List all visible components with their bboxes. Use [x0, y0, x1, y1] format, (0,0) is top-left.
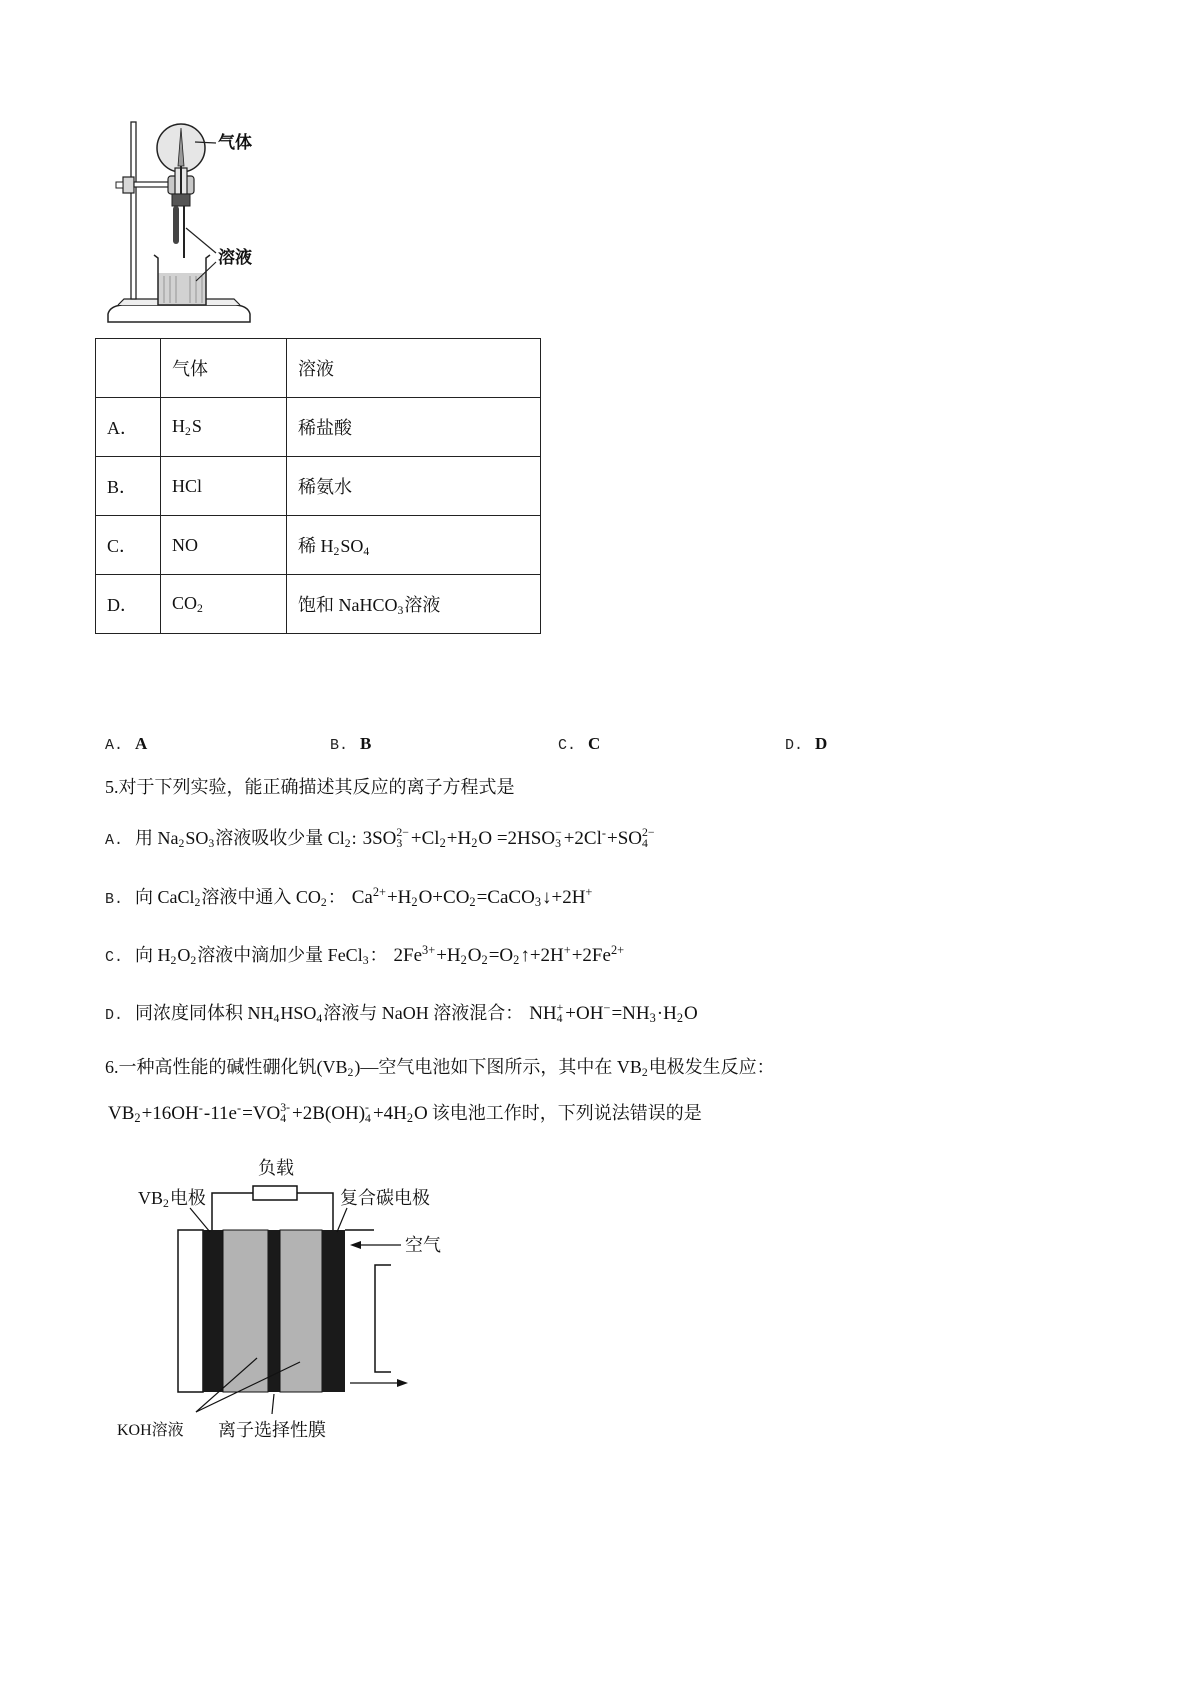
text-run: =O	[488, 945, 514, 966]
q5-stem: 5.对于下列实验，能正确描述其反应的离子方程式是	[105, 777, 515, 797]
subscript: 3	[208, 837, 215, 851]
external-wire-left	[212, 1193, 253, 1230]
text-run: 溶液吸收少量 Cl	[215, 828, 345, 848]
option-label: D.	[105, 1007, 124, 1024]
text-run: O	[467, 945, 482, 966]
stand-rod	[131, 122, 136, 299]
solution-text	[298, 477, 352, 497]
text-run: :	[351, 828, 357, 848]
text-run: 2Fe	[393, 945, 423, 966]
subscript: 3	[362, 954, 369, 968]
subscript: 4	[642, 837, 648, 851]
subscript: 2	[163, 1197, 169, 1211]
text-run: O	[177, 945, 191, 965]
gas-formula	[172, 476, 202, 496]
choice-value: D	[815, 734, 828, 753]
text-run: +H	[436, 945, 461, 966]
table-header-gas: 气体	[161, 339, 287, 398]
solution-cell	[287, 457, 541, 516]
superscript: 3-	[280, 1101, 291, 1115]
row-label: A．	[96, 398, 161, 457]
superscript: 2−	[396, 826, 409, 840]
row-label: D．	[96, 575, 161, 634]
subscript: 4	[365, 1112, 371, 1126]
option-equation	[394, 945, 626, 966]
q5-option-c	[105, 943, 625, 970]
sub-sup-stack	[555, 827, 562, 849]
option-text	[135, 945, 388, 968]
text-run: ·H	[656, 1003, 677, 1024]
text-run: VB	[138, 1188, 164, 1208]
text-run: SO	[185, 828, 209, 848]
membrane-leader-line	[272, 1394, 274, 1414]
answer-choice-b	[330, 731, 371, 758]
choice-label: A.	[105, 737, 124, 754]
superscript: −	[555, 826, 562, 840]
text-run: +2Fe	[571, 945, 611, 966]
battery-side-plate	[178, 1230, 203, 1392]
option-equation	[529, 1003, 698, 1024]
ion-selective-membrane	[268, 1230, 280, 1392]
text-run: 溶液与 NaOH 溶液混合：	[323, 1003, 524, 1023]
subscript: 2	[344, 837, 351, 851]
subscript: 3	[555, 837, 561, 851]
clamp-arm	[134, 182, 170, 187]
text-run: 溶液中滴加少量 FeCl	[197, 945, 363, 965]
choice-value: B	[360, 734, 372, 753]
subscript: 2	[190, 954, 197, 968]
q5-option-d	[105, 1001, 698, 1028]
text-run: O	[414, 1103, 428, 1124]
subscript: 3	[396, 837, 403, 851]
air-channel-bracket	[375, 1265, 391, 1372]
subscript: 3	[534, 895, 541, 910]
superscript: +	[563, 943, 571, 958]
q6-question-text: 该电池工作时，下列说法错误的是	[431, 1103, 702, 1123]
subscript: 2	[333, 545, 340, 559]
apparatus-label-gas: 气体	[218, 133, 252, 152]
sub-sup-stack	[365, 1102, 371, 1124]
superscript: -	[236, 1101, 242, 1116]
text-run: ：	[327, 887, 346, 907]
text-run: O	[684, 1003, 698, 1024]
subscript: 4	[316, 1012, 323, 1026]
text-run: HCl	[172, 475, 203, 496]
solution-text	[298, 418, 352, 438]
battery-label-air: 空气	[405, 1235, 441, 1255]
subscript: 2	[481, 953, 488, 968]
option-label: C.	[105, 949, 124, 966]
text-run: +Cl	[410, 828, 440, 849]
subscript: 2	[134, 1111, 141, 1126]
row-label: C．	[96, 516, 161, 575]
choice-label: D.	[785, 737, 804, 754]
text-run: H	[172, 416, 185, 437]
text-run: -11e	[203, 1103, 237, 1124]
text-run: +H	[446, 828, 472, 849]
table-header-cell-empty	[96, 339, 161, 398]
text-run: 饱和 NaHCO	[298, 595, 398, 615]
option-label: B.	[105, 891, 124, 908]
choice-value: A	[135, 734, 148, 753]
text-run: 溶液	[404, 595, 441, 615]
text-run: 电极发生反应：	[648, 1057, 775, 1077]
subscript: 2	[439, 836, 446, 851]
solution-text	[298, 536, 370, 559]
table-header-row	[96, 339, 541, 398]
clamp-screw	[116, 182, 123, 188]
text-run: 向 CaCl	[135, 887, 195, 907]
gas-cell	[161, 575, 287, 634]
text-run: +4H	[372, 1103, 407, 1124]
choice-value: C	[588, 734, 601, 753]
q6-stem	[105, 1055, 775, 1079]
text-run: )—空气电池如下图所示，其中在 VB	[354, 1057, 642, 1077]
option-text	[135, 887, 346, 910]
gas-formula	[172, 535, 198, 555]
superscript: -	[198, 1101, 203, 1116]
superscript: 2+	[610, 943, 625, 958]
solution-cell	[287, 516, 541, 575]
choice-label: B.	[330, 737, 349, 754]
option-label: A.	[105, 832, 124, 849]
clamp-boss	[123, 177, 134, 193]
battery-label-carbon-electrode: 复合碳电极	[340, 1188, 430, 1208]
text-run: +SO	[607, 828, 643, 849]
choice-label: C.	[558, 737, 577, 754]
text-run: ↓+2H	[541, 887, 586, 908]
text-run: +H	[386, 887, 412, 908]
sub-sup-stack	[557, 1002, 564, 1024]
external-wire-right	[297, 1193, 333, 1230]
superscript: -	[365, 1101, 369, 1115]
text-run: 稀 H	[298, 536, 334, 556]
subscript: 2	[406, 1111, 414, 1126]
subscript: 2	[185, 425, 191, 439]
subscript: 2	[178, 837, 185, 851]
gas-solution-table	[95, 338, 541, 634]
text-run: 同浓度同体积 NH	[135, 1003, 274, 1023]
superscript: +	[585, 885, 593, 900]
battery-label-membrane: 离子选择性膜	[218, 1420, 326, 1440]
text-run: =VO	[242, 1103, 281, 1124]
text-run: ↑+2H	[520, 945, 564, 966]
vb2-electrode	[203, 1230, 223, 1392]
air-inlet-arrow-head	[350, 1241, 361, 1249]
gas-formula	[172, 593, 204, 616]
gas-cell	[161, 516, 287, 575]
subscript: 2	[194, 896, 201, 910]
text-run: 稀盐酸	[298, 418, 352, 438]
q6-electrode-equation	[108, 1103, 428, 1124]
table-row	[96, 516, 541, 575]
text-run: S	[191, 416, 202, 437]
text-run: NO	[172, 534, 198, 555]
text-run: ：	[369, 945, 388, 965]
koh-solution-right	[280, 1230, 322, 1392]
subscript: 2	[513, 953, 520, 968]
q5-option-b	[105, 885, 593, 912]
gas-formula	[172, 416, 202, 439]
dropper-bulb	[173, 206, 179, 244]
rubber-stopper	[172, 194, 190, 206]
option-text	[135, 828, 357, 851]
text-run: O =2HSO	[478, 828, 556, 849]
text-run: VB	[108, 1103, 135, 1124]
superscript: 2+	[372, 885, 386, 900]
subscript: 4	[363, 545, 370, 559]
stand-base	[108, 305, 250, 322]
subscript: 2	[471, 836, 478, 851]
apparatus-label-solution: 溶液	[218, 248, 252, 267]
subscript: 2	[170, 954, 177, 968]
text-run: =NH	[611, 1003, 650, 1024]
answer-choice-c	[558, 731, 600, 758]
text-run: CO	[172, 593, 198, 614]
text-run: 用 Na	[135, 828, 179, 848]
superscript: +	[556, 1001, 564, 1015]
superscript: −	[603, 1001, 611, 1016]
composite-carbon-electrode	[322, 1230, 345, 1392]
subscript: 4	[556, 1012, 563, 1026]
text-run: =CaCO	[476, 887, 535, 908]
carbon-electrode-leader-line	[337, 1208, 347, 1232]
battery-label-koh-solution: KOH溶液	[117, 1422, 184, 1439]
q6-reaction-line	[102, 1101, 702, 1126]
text-run: 稀氨水	[298, 477, 352, 497]
gas-cell	[161, 398, 287, 457]
subscript: 4	[273, 1012, 280, 1026]
text-run: NH	[529, 1003, 557, 1024]
subscript: 2	[460, 953, 467, 968]
superscript: -	[601, 826, 606, 841]
text-run: 溶液中通入 CO	[201, 887, 321, 907]
text-run: HSO	[280, 1003, 317, 1023]
answer-choice-d	[785, 731, 827, 758]
text-run: 3SO	[362, 828, 397, 849]
solution-cell	[287, 398, 541, 457]
table-row	[96, 457, 541, 516]
row-label: B．	[96, 457, 161, 516]
text-run: +2B(OH)	[292, 1103, 366, 1124]
solution-text	[298, 595, 441, 618]
battery-label-load: 负载	[258, 1158, 294, 1178]
superscript: 3+	[422, 943, 436, 958]
subscript: 3	[649, 1011, 656, 1026]
table-row	[96, 575, 541, 634]
sub-sup-stack	[280, 1102, 290, 1124]
text-run: 6.一种高性能的碱性硼化钒(VB	[105, 1057, 348, 1077]
subscript: 2	[411, 895, 418, 910]
subscript: 2	[641, 1066, 648, 1080]
text-run: SO	[340, 536, 364, 556]
subscript: 2	[347, 1066, 354, 1080]
option-text	[135, 1003, 524, 1026]
text-run: 向 H	[135, 945, 171, 965]
sub-sup-stack	[396, 827, 409, 849]
subscript: 2	[320, 896, 327, 910]
text-run: +OH	[565, 1003, 604, 1024]
table-header-solution: 溶液	[287, 339, 541, 398]
superscript: 2−	[642, 826, 655, 840]
q6-stem-text	[105, 1057, 775, 1080]
vb2-electrode-leader-line	[190, 1208, 210, 1232]
gas-cell	[161, 457, 287, 516]
option-equation	[352, 887, 594, 908]
text-run: Ca	[351, 887, 373, 908]
sub-sup-stack	[642, 827, 655, 849]
subscript: 2	[469, 895, 476, 910]
vb2-electrode-label-text	[138, 1188, 206, 1211]
subscript: 4	[280, 1112, 287, 1126]
subscript: 2	[676, 1011, 684, 1026]
subscript: 2	[197, 602, 203, 616]
battery-label-vb2-electrode	[138, 1187, 206, 1210]
text-run: +16OH	[141, 1103, 199, 1124]
text-run: 电极	[169, 1188, 206, 1208]
text-run: O+CO	[418, 887, 470, 908]
load-resistor	[253, 1186, 297, 1200]
solution-cell	[287, 575, 541, 634]
table-row	[96, 398, 541, 457]
exhaust-arrow-head	[397, 1379, 408, 1387]
q5-option-a	[105, 826, 657, 853]
answer-choice-a	[105, 731, 147, 758]
text-run: +2Cl	[563, 828, 602, 849]
subscript: 3	[397, 604, 404, 618]
solution-leader-line-dropper	[186, 228, 216, 253]
option-equation	[363, 828, 657, 849]
